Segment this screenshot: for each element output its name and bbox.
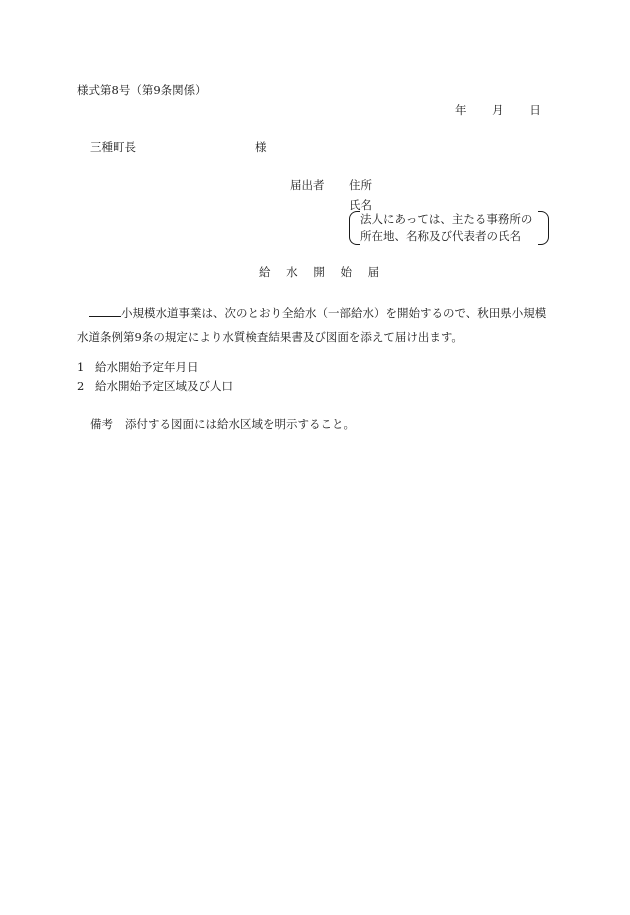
item-text: 給水開始予定区域及び人口 bbox=[95, 379, 233, 393]
applicant-label: 届出者 bbox=[290, 178, 325, 192]
date-day: 日 bbox=[529, 103, 541, 117]
item-number: 2 bbox=[77, 379, 85, 393]
recipient-name: 三種町長 bbox=[90, 140, 136, 154]
list-item bbox=[77, 381, 233, 393]
title-char: 始 bbox=[340, 265, 352, 279]
date-month: 月 bbox=[492, 103, 504, 117]
title-char: 開 bbox=[313, 265, 325, 279]
right-bracket bbox=[538, 211, 549, 245]
remark-label: 備考 bbox=[90, 417, 113, 431]
body-paragraph bbox=[77, 301, 552, 349]
remark-text: 添付する図面には給水区域を明示すること。 bbox=[125, 417, 355, 431]
date-year: 年 bbox=[455, 103, 467, 117]
recipient-honorific: 様 bbox=[255, 140, 267, 154]
left-bracket bbox=[349, 211, 360, 245]
remark bbox=[90, 419, 355, 431]
date-line bbox=[455, 105, 541, 117]
note-line-1: 法人にあっては、主たる事務所の bbox=[360, 212, 533, 226]
document-title bbox=[259, 267, 379, 279]
name-label: 氏名 bbox=[349, 198, 372, 212]
blank-line bbox=[89, 304, 121, 317]
title-char: 水 bbox=[286, 265, 298, 279]
item-number: 1 bbox=[77, 360, 85, 374]
form-number: 様式第8号（第9条関係） bbox=[77, 83, 207, 97]
body-text: 小規模水道事業は、次のとおり全給水（一部給水）を開始するので、秋田県小規模水道条例第9条の規定により水質検査結果書及び図面を添えて届け出ます。 bbox=[77, 306, 547, 344]
note-line-2: 所在地、名称及び代表者の氏名 bbox=[360, 229, 521, 243]
address-label: 住所 bbox=[349, 178, 372, 192]
title-char: 給 bbox=[259, 265, 271, 279]
corporate-note bbox=[349, 211, 549, 245]
item-text: 給水開始予定年月日 bbox=[95, 360, 199, 374]
title-char: 届 bbox=[367, 265, 380, 279]
list-item bbox=[77, 362, 199, 374]
